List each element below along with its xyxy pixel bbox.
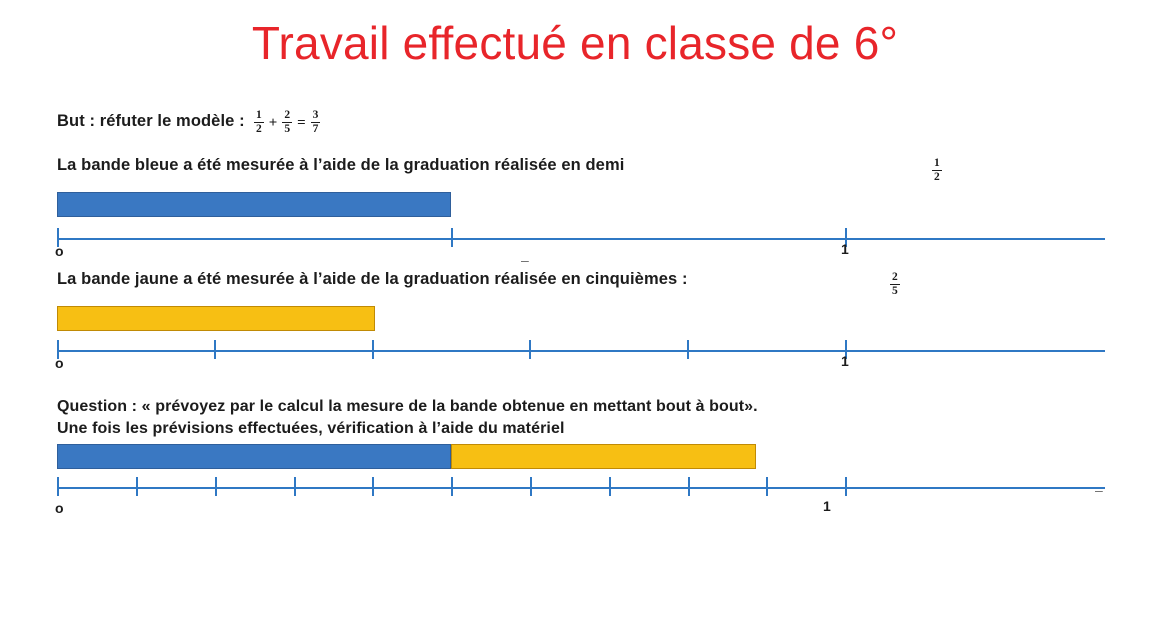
combined-axis-tick-1-10	[136, 477, 138, 496]
combined-axis-label-one: 1	[823, 498, 831, 514]
goal-equation	[252, 110, 322, 137]
blue-axis	[57, 238, 1105, 240]
yellow-axis-tick-4-5	[687, 340, 689, 359]
combined-bar-yellow-part	[451, 444, 756, 469]
yellow-axis-tick-3-5	[529, 340, 531, 359]
combined-axis-tick-9-10	[766, 477, 768, 496]
blue-axis-label-zero: o	[55, 243, 64, 259]
blue-axis-label-one: 1	[841, 241, 849, 257]
stray-dash-2: –	[1095, 482, 1103, 498]
yellow-section-fraction: $\frac{2}{5}$	[892, 271, 898, 298]
yellow-axis-label-zero: o	[55, 355, 64, 371]
combined-axis-tick-2-10	[215, 477, 217, 496]
plus-sign: +	[268, 115, 278, 132]
combined-bar-blue-part	[57, 444, 451, 469]
yellow-axis-tick-1-5	[214, 340, 216, 359]
page-title: Travail effectué en classe de 6°	[251, 17, 899, 69]
blue-section-text: La bande bleue a été mesurée à l’aide de la graduation réalisée en demi	[57, 156, 625, 174]
combined-axis-tick-1	[845, 477, 847, 496]
blue-bar	[57, 192, 451, 217]
fraction-three-sevenths: $\frac{3}{7}$	[312, 109, 319, 136]
goal-label: But : réfuter le modèle :	[57, 112, 245, 130]
combined-axis-tick-0	[57, 477, 59, 496]
fraction-two-fifths: $\frac{2}{5}$	[284, 109, 291, 136]
combined-axis-tick-7-10	[609, 477, 611, 496]
yellow-bar	[57, 306, 375, 331]
equals-sign: =	[297, 115, 306, 132]
combined-axis-tick-4-10	[372, 477, 374, 496]
question-line-1: Question : « prévoyez par le calcul la mesure de la bande obtenue en mettant bout à bout».	[57, 398, 758, 415]
combined-axis-tick-5-10	[451, 477, 453, 496]
yellow-axis-tick-2-5	[372, 340, 374, 359]
blue-section-fraction: $\frac{1}{2}$	[934, 157, 940, 184]
combined-axis-label-zero: o	[55, 500, 64, 516]
fraction-one-half: $\frac{1}{2}$	[256, 109, 262, 136]
yellow-section-text: La bande jaune a été mesurée à l’aide de la graduation réalisée en cinquièmes :	[57, 270, 688, 288]
combined-axis-tick-3-10	[294, 477, 296, 496]
yellow-axis-label-one: 1	[841, 353, 849, 369]
combined-axis-tick-8-10	[688, 477, 690, 496]
stray-dash-1: –	[521, 252, 529, 268]
combined-axis-tick-6-10	[530, 477, 532, 496]
blue-axis-tick-half	[451, 228, 453, 247]
question-line-2: Une fois les prévisions effectuées, vérification à l’aide du matériel	[57, 420, 565, 437]
